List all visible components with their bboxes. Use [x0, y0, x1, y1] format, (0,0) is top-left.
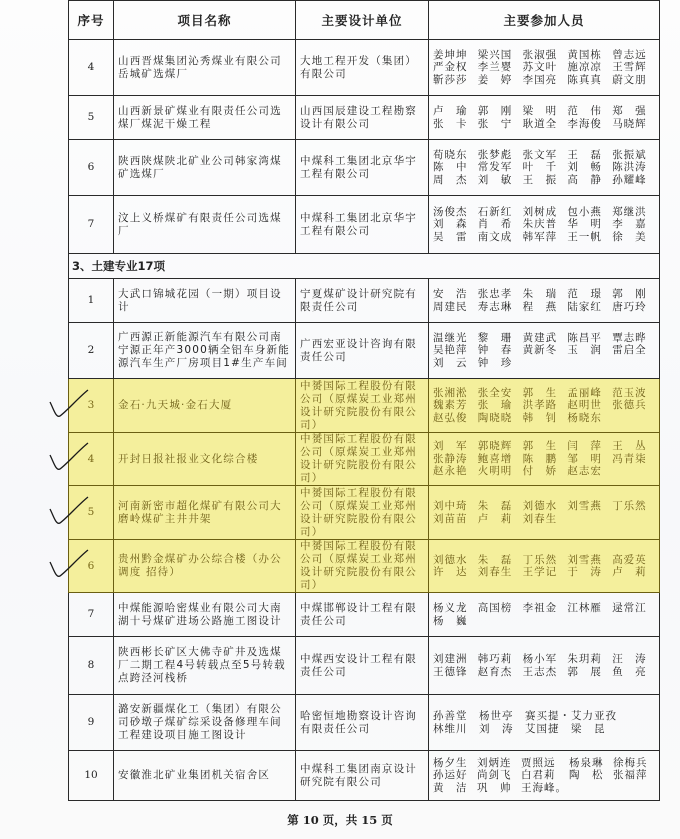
- participant-name: 邹 明: [567, 452, 602, 465]
- participant-name: 张振斌: [612, 148, 647, 161]
- participant-name: 张静涛: [433, 452, 468, 465]
- participant-list: [433, 206, 655, 244]
- participant-name: 陆家红: [567, 300, 602, 313]
- project-name: 河南新密市超化煤矿有限公司大磨岭煤矿主井井架: [114, 486, 296, 540]
- participant-name: 李海俊: [567, 117, 602, 130]
- participant-name: 黎 珊: [477, 331, 513, 344]
- participant-name: 朱 磊: [477, 500, 513, 512]
- participant-name: 李祖金: [522, 602, 558, 614]
- row-number: 4: [69, 433, 114, 486]
- participant-name: 黄 洁: [433, 781, 468, 794]
- participant-name: 江林雁: [567, 602, 602, 614]
- participant-name: 唐巧玲: [612, 300, 647, 313]
- participant-name: 王志杰: [522, 665, 558, 678]
- participant-name: 陶晓晓: [477, 411, 513, 424]
- participant-name: 黄新冬: [522, 344, 558, 357]
- participant-name: 陈洪涛: [612, 161, 647, 174]
- header-participants: 主要参加人员: [429, 1, 660, 40]
- participant-line: 孙善堂 杨世亭 赛买提・艾力亚孜: [433, 709, 617, 722]
- participant-name: 刘树成: [522, 205, 558, 218]
- design-unit: 广西宏亚设计咨询有限责任公司: [296, 323, 429, 379]
- participant-name: 王海峰。: [521, 781, 567, 794]
- table-row: [69, 433, 660, 486]
- participant-name: 梁兴国: [477, 48, 513, 61]
- participant-name: 闫 萍: [567, 440, 602, 453]
- project-name: 陕西陕煤陕北矿业公司韩家湾煤矿选煤厂: [114, 140, 296, 196]
- participant-name: 姜 婷: [477, 73, 513, 86]
- row-number: 3: [69, 379, 114, 433]
- participant-name: 梁 明: [522, 105, 558, 117]
- participant-name: 范 璟: [567, 288, 602, 300]
- participant-name: 王 振: [522, 173, 558, 186]
- participant-name: 郭 展: [567, 665, 602, 678]
- participant-name: 鱼 亮: [612, 665, 647, 678]
- participant-name: 贾照远: [521, 756, 556, 769]
- participant-name: 高国榜: [477, 602, 513, 614]
- participant-name: 郭 刚: [612, 288, 647, 300]
- participant-name: 周 杰: [433, 173, 468, 186]
- participants: [429, 323, 660, 379]
- table-row: [69, 140, 660, 196]
- header-design-unit: 主要设计单位: [296, 1, 429, 40]
- participant-list: [433, 602, 655, 627]
- participant-name: 张湘淞: [433, 386, 468, 399]
- participant-name: 刘 军: [433, 440, 468, 453]
- design-unit: 宁夏煤矿设计研究院有限责任公司: [296, 279, 429, 323]
- participants: [429, 593, 660, 637]
- table-row: [69, 40, 660, 96]
- row-number: 7: [69, 196, 114, 254]
- design-unit: 中煤科工集团北京华宇工程有限公司: [296, 196, 429, 254]
- participant-name: 赵志宏: [567, 465, 602, 478]
- participant-name: 韩 钊: [522, 411, 558, 424]
- row-number: 2: [69, 323, 114, 379]
- participant-name: 陈 鹏: [522, 452, 558, 465]
- participant-name: 张梦彪: [477, 148, 513, 161]
- participant-name: 张淑强: [522, 48, 558, 61]
- participant-name: 范 伟: [567, 105, 602, 117]
- participant-name: 严金权: [433, 61, 468, 74]
- participant-name: 耿道全: [522, 117, 558, 130]
- participant-line: 林维川 刘 涛 艾国捷 梁 昆: [433, 722, 606, 735]
- row-number: 4: [69, 40, 114, 96]
- participant-name: 包小燕: [567, 205, 602, 218]
- participant-name: 赵永艳: [433, 465, 468, 478]
- participants: [429, 486, 660, 540]
- participant-name: 高爱英: [612, 553, 647, 566]
- participant-name: 刘 畅: [567, 161, 602, 174]
- participant-list: [433, 49, 655, 87]
- participant-name: 赵弘俊: [433, 411, 468, 424]
- table-body-top: [69, 40, 660, 254]
- participant-name: 赵明世: [567, 399, 602, 412]
- row-number: 6: [69, 140, 114, 196]
- participant-name: 孙耀峰: [612, 173, 647, 186]
- participant-name: 洪孝路: [522, 399, 558, 412]
- participants: [429, 379, 660, 433]
- participant-list: [433, 387, 655, 425]
- project-name: 广西源正新能源汽车有限公司南宁源正年产3000辆全铝车身新能源汽车生产厂房项目1#生产车间: [114, 323, 296, 379]
- participants: [429, 433, 660, 486]
- participants: [429, 140, 660, 196]
- participant-name: 肖 希: [477, 218, 513, 231]
- participant-name: 刘雪燕: [567, 553, 602, 566]
- participant-name: 王德锋: [433, 665, 468, 678]
- participant-name: 覃志晔: [612, 331, 647, 344]
- participant-name: 南文成: [477, 230, 513, 243]
- participant-name: 徐梅兵: [613, 756, 648, 769]
- page-number: 第 10 页，共 15 页: [287, 813, 393, 827]
- design-unit: 中煤邯郸设计工程有限责任公司: [296, 593, 429, 637]
- participant-list: [433, 332, 655, 370]
- project-name: 中煤能源哈密煤业有限公司大南湖十号煤矿进场公路施工图设计: [114, 593, 296, 637]
- row-number: 5: [69, 96, 114, 140]
- row-number: 9: [69, 695, 114, 751]
- project-name: 陕西彬长矿区大佛寺矿井及选煤厂二期工程4号转载点至5号转载点跨泾河栈桥: [114, 637, 296, 695]
- participant-name: 张忠孝: [477, 288, 513, 300]
- design-unit: 中煤科工集团南京设计研究院有限公司: [296, 751, 429, 801]
- participant-name: 火明明: [477, 465, 513, 478]
- awards-table: [68, 0, 660, 801]
- participant-name: 刘 敏: [477, 173, 513, 186]
- participant-name: 吴艳萍: [433, 344, 468, 357]
- participant-name: 刘德水: [433, 553, 468, 566]
- participant-name: 王雪辉: [612, 61, 647, 74]
- participant-name: 白君莉: [521, 769, 556, 782]
- participant-list: [433, 149, 655, 187]
- participant-name: 常发军: [477, 161, 513, 174]
- participant-name: 石新红: [477, 205, 513, 218]
- participant-name: 朱玥莉: [567, 653, 602, 665]
- project-name: 山西新景矿煤业有限责任公司选煤厂煤泥干燥工程: [114, 96, 296, 140]
- participant-name: 汪 涛: [612, 653, 647, 665]
- participant-name: 郭晓辉: [477, 440, 513, 453]
- design-unit: 中煤西安设计工程有限责任公司: [296, 637, 429, 695]
- participant-name: 温继光: [433, 331, 468, 344]
- participant-name: 卢 瑜: [433, 105, 468, 117]
- project-name: 大武口锦城花园（一期）项目设计: [114, 279, 296, 323]
- design-unit: 哈密恒地勘察设计咨询有限责任公司: [296, 695, 429, 751]
- header-project-name: 项目名称: [114, 1, 296, 40]
- participant-name: 郭 刚: [477, 105, 513, 117]
- participant-name: 朱庆普: [522, 218, 558, 231]
- participant-name: 靳莎莎: [433, 73, 468, 86]
- participant-name: 刘 森: [433, 218, 468, 231]
- row-number: 10: [69, 751, 114, 801]
- table-header-row: [69, 1, 660, 40]
- participant-name: 吴 雷: [433, 230, 468, 243]
- participant-name: 张 卡: [433, 117, 468, 130]
- table-row: [69, 637, 660, 695]
- participant-name: 陶 松: [569, 769, 604, 782]
- design-unit: 中赟国际工程股份有限公司（原煤炭工业郑州设计研究院股份有限公司）: [296, 540, 429, 593]
- participant-name: 苏文叶: [522, 61, 558, 74]
- row-number: 1: [69, 279, 114, 323]
- participant-name: 于 涛: [567, 566, 602, 578]
- project-name: 开封日报社报业文化综合楼: [114, 433, 296, 486]
- project-name: 潞安新疆煤化工（集团）有限公司砂墩子煤矿综采设备修理车间工程建设项目施工图设计: [114, 695, 296, 751]
- participant-name: 刘春生: [477, 566, 513, 578]
- participant-list: [433, 500, 655, 525]
- participant-name: 曾志远: [612, 48, 647, 61]
- table-body-bottom: [69, 279, 660, 801]
- participant-name: 杨小军: [522, 653, 558, 665]
- participant-name: 刘雪燕: [567, 500, 602, 512]
- section-title: 3、土建专业17项: [69, 254, 660, 279]
- participant-name: 冯青柒: [612, 452, 647, 465]
- participant-name: 玉 润: [567, 344, 602, 357]
- participant-name: 杨泉琳: [569, 756, 604, 769]
- project-name: 汶上义桥煤矿有限责任公司选煤厂: [114, 196, 296, 254]
- participant-list: [433, 653, 655, 678]
- participant-name: 刘炳连: [477, 756, 512, 769]
- participant-name: 杨 巍: [433, 614, 468, 627]
- table-row: [69, 279, 660, 323]
- participant-name: 丁乐然: [522, 553, 558, 566]
- participant-name: 王学记: [522, 566, 558, 578]
- participant-name: 雷启全: [612, 344, 647, 357]
- participant-name: 叶 千: [522, 161, 558, 174]
- row-number: 8: [69, 637, 114, 695]
- participant-name: 孙运好: [433, 769, 468, 782]
- project-name: 贵州黔金煤矿办公综合楼（办公 调度 招待）: [114, 540, 296, 593]
- participant-name: 付 娇: [522, 465, 558, 478]
- participant-name: 钟 春: [477, 344, 513, 357]
- table-row: [69, 379, 660, 433]
- participant-name: 杨晓东: [567, 411, 602, 424]
- participant-name: 巩 帅: [477, 781, 512, 794]
- participant-name: 朱 磊: [477, 553, 513, 566]
- participant-name: 周建民: [433, 300, 468, 313]
- design-unit: 中赟国际工程股份有限公司（原煤炭工业郑州设计研究院股份有限公司）: [296, 433, 429, 486]
- participants: [429, 637, 660, 695]
- participant-name: 李国亮: [522, 73, 558, 86]
- participant-name: 陈 中: [433, 161, 468, 174]
- participants: [429, 540, 660, 593]
- participant-name: 赵育杰: [477, 665, 513, 678]
- project-name: 金石·九天城·金石大厦: [114, 379, 296, 433]
- participant-name: 刘春生: [522, 512, 558, 525]
- participant-name: 寿志琳: [477, 300, 513, 313]
- participant-name: 杨夕生: [433, 756, 468, 769]
- participant-name: 程 燕: [522, 300, 558, 313]
- participant-name: 张全安: [477, 386, 513, 399]
- participant-name: 高 静: [567, 173, 602, 186]
- design-unit: 山西国辰建设工程勘察设计有限公司: [296, 96, 429, 140]
- row-number: 7: [69, 593, 114, 637]
- participant-list: [433, 757, 655, 795]
- participants: [429, 695, 660, 751]
- participants: [429, 40, 660, 96]
- header-no: 序号: [69, 1, 114, 40]
- row-number: 6: [69, 540, 114, 593]
- participant-name: 李兰婴: [477, 61, 513, 74]
- section-row: [69, 254, 660, 279]
- participant-name: 刘苗苗: [433, 512, 468, 525]
- participant-name: 张 瑜: [477, 399, 513, 412]
- participant-name: 刘德水: [522, 500, 558, 512]
- table-row: [69, 695, 660, 751]
- table-row: [69, 751, 660, 801]
- participant-name: 汤俊杰: [433, 205, 468, 218]
- participants: [429, 279, 660, 323]
- participant-name: 刘建洲: [433, 653, 468, 665]
- participant-name: 姜坤坤: [433, 48, 468, 61]
- participant-name: 范玉波: [612, 386, 647, 399]
- participant-name: 郑继洪: [612, 205, 647, 218]
- design-unit: 大地工程开发（集团）有限公司: [296, 40, 429, 96]
- participant-name: 陈昌平: [567, 331, 602, 344]
- participants: [429, 96, 660, 140]
- participant-list: [433, 288, 655, 313]
- participant-name: 郭 生: [522, 386, 558, 399]
- participant-name: 徐 美: [612, 230, 647, 243]
- participants: [429, 751, 660, 801]
- participant-name: 黄建武: [522, 331, 558, 344]
- participant-name: 李 嘉: [612, 218, 647, 231]
- participant-list: [433, 105, 655, 130]
- participant-name: 孟丽峰: [567, 386, 602, 399]
- design-unit: 中赟国际工程股份有限公司（原煤炭工业郑州设计研究院股份有限公司）: [296, 486, 429, 540]
- participant-name: 张德兵: [612, 399, 647, 412]
- participant-name: 郑 强: [612, 105, 647, 117]
- participant-name: 荀晓东: [433, 148, 468, 161]
- participant-name: 华 明: [567, 218, 602, 231]
- participants: [429, 196, 660, 254]
- participant-name: 韩巧莉: [477, 653, 513, 665]
- participant-name: 黄国栋: [567, 48, 602, 61]
- participant-name: 张 宁: [477, 117, 513, 130]
- participant-name: 施凉凉: [567, 61, 602, 74]
- participant-name: 卢 莉: [612, 566, 647, 578]
- participant-name: 钟 珍: [477, 356, 513, 369]
- table-row: [69, 593, 660, 637]
- participant-name: 韩军萍: [522, 230, 558, 243]
- participant-name: 尚剑飞: [477, 769, 512, 782]
- project-name: 安徽淮北矿业集团机关宿舍区: [114, 751, 296, 801]
- participant-name: 王一帆: [567, 230, 602, 243]
- participant-name: 安 浩: [433, 288, 468, 300]
- participant-name: 卢 莉: [477, 512, 513, 525]
- participant-name: 王 丛: [612, 440, 647, 453]
- participant-name: 逯常江: [612, 602, 647, 614]
- project-name: 山西晋煤集团沁秀煤业有限公司岳城矿选煤厂: [114, 40, 296, 96]
- participant-name: 蔚文朋: [612, 73, 647, 86]
- participant-name: 张福萍: [613, 769, 648, 782]
- table-row: [69, 323, 660, 379]
- participant-name: 陈真真: [567, 73, 602, 86]
- design-unit: 中煤科工集团北京华宇工程有限公司: [296, 140, 429, 196]
- participant-name: 王 磊: [567, 148, 602, 161]
- participant-name: 鲍喜增: [477, 452, 513, 465]
- participant-name: 刘中琦: [433, 500, 468, 512]
- participant-list: [433, 554, 655, 579]
- participant-name: 许 达: [433, 566, 468, 578]
- design-unit: 中赟国际工程股份有限公司（原煤炭工业郑州设计研究院股份有限公司）: [296, 379, 429, 433]
- table-row: [69, 486, 660, 540]
- participant-list: [433, 440, 655, 478]
- participant-name: 马晓辉: [612, 117, 647, 130]
- participant-name: 杨义龙: [433, 602, 468, 614]
- table-row: [69, 540, 660, 593]
- participant-name: 魏素芳: [433, 399, 468, 412]
- participant-name: 朱 瑞: [522, 288, 558, 300]
- participant-name: 郭 生: [522, 440, 558, 453]
- row-number: 5: [69, 486, 114, 540]
- participant-name: 张文军: [522, 148, 558, 161]
- participant-name: 丁乐然: [612, 500, 647, 512]
- table-row: [69, 96, 660, 140]
- table-row: [69, 196, 660, 254]
- participant-name: 刘 云: [433, 356, 468, 369]
